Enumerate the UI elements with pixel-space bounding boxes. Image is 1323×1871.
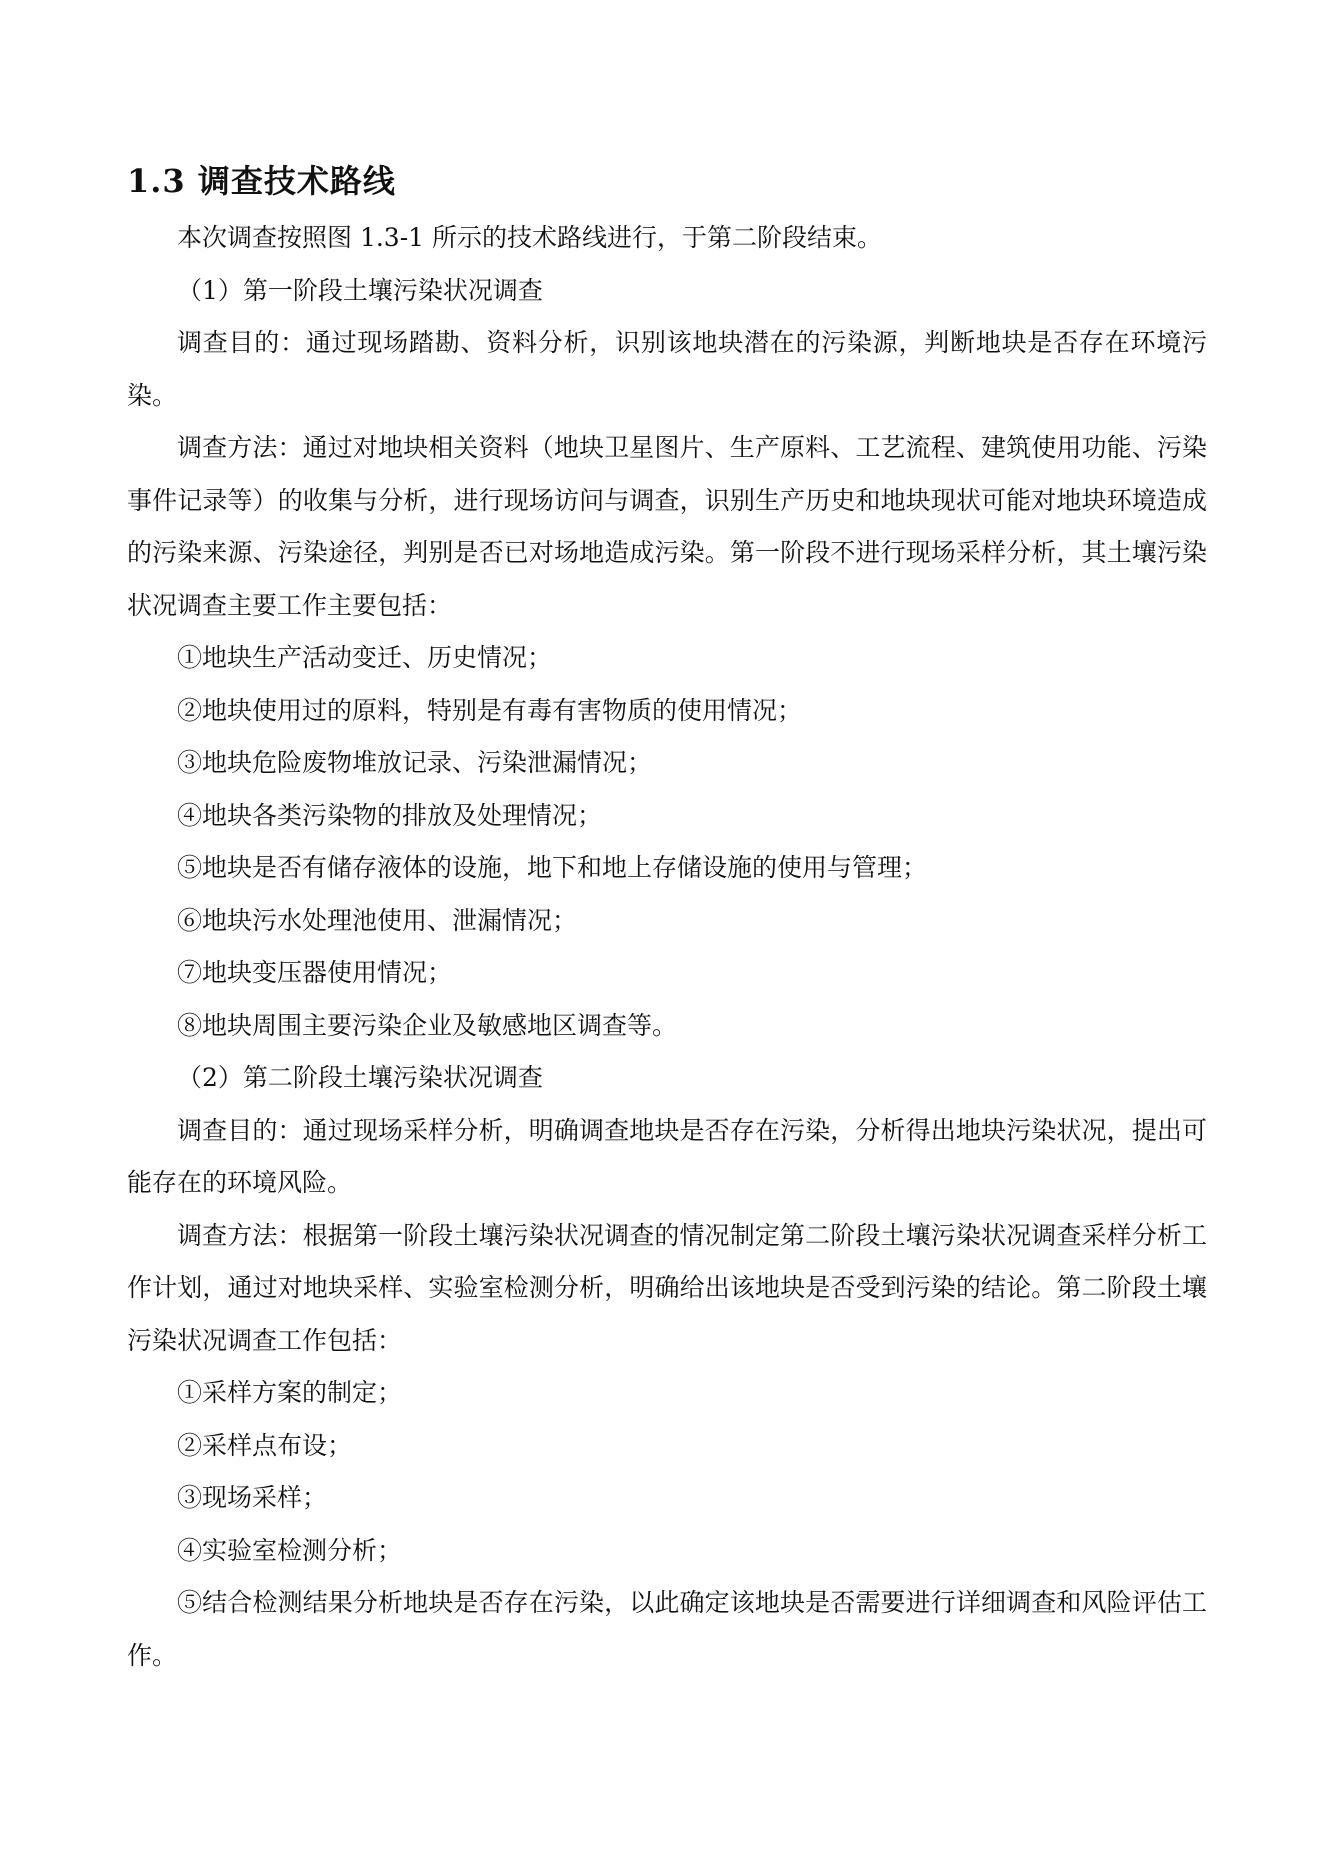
paragraph-stage-one-purpose: 调查目的：通过现场踏勘、资料分析，识别该地块潜在的污染源，判断地块是否存在环境污染。 <box>127 328 1207 410</box>
paragraph-stage-one-method: 调查方法：通过对地块相关资料（地块卫星图片、生产原料、工艺流程、建筑使用功能、污染事件记录等）的收集与分析，进行现场访问与调查，识别生产历史和地块现状可能对地块环境造成的污染来源、污染途径，判别是否已对场地造成污染。第一阶段不进行现场采样分析，其土壤污染状况调查主要工作主要包括： <box>127 433 1207 620</box>
list-item-stage-two-2: ②采样点布设； <box>177 1430 353 1460</box>
subheading-stage-one: （1）第一阶段土壤污染状况调查 <box>177 275 543 305</box>
list-item-stage-two-5: ⑤结合检测结果分析地块是否存在污染，以此确定该地块是否需要进行详细调查和风险评估工作。 <box>127 1588 1207 1670</box>
list-item-stage-one-5: ⑤地块是否有储存液体的设施，地下和地上存储设施的使用与管理； <box>177 853 928 882</box>
list-item-stage-one-1: ①地块生产活动变迁、历史情况； <box>177 643 553 672</box>
list-item-stage-one-2: ②地块使用过的原料，特别是有毒有害物质的使用情况； <box>177 695 803 725</box>
list-item-stage-one-6: ⑥地块污水处理池使用、泄漏情况； <box>177 905 578 935</box>
section-body <box>127 212 1207 1682</box>
list-item-stage-one-7: ⑦地块变压器使用情况； <box>177 958 453 987</box>
list-item-stage-two-4: ④实验室检测分析； <box>177 1535 403 1565</box>
list-item-stage-one-3: ③地块危险废物堆放记录、污染泄漏情况； <box>177 748 653 777</box>
list-item-stage-one-8: ⑧地块周围主要污染企业及敏感地区调查等。 <box>177 1010 678 1040</box>
subheading-stage-two: （2）第二阶段土壤污染状况调查 <box>177 1063 543 1092</box>
list-item-stage-two-3: ③现场采样； <box>177 1483 328 1512</box>
paragraph-stage-two-method: 调查方法：根据第一阶段土壤污染状况调查的情况制定第二阶段土壤污染状况调查采样分析工作计划，通过对地块采样、实验室检测分析，明确给出该地块是否受到污染的结论。第二阶段土壤污染状况调查工作包括： <box>127 1220 1207 1355</box>
list-item-stage-one-4: ④地块各类污染物的排放及处理情况； <box>177 800 603 830</box>
section-title: 1.3 调查技术路线 <box>127 162 396 200</box>
paragraph-stage-two-purpose: 调查目的：通过现场采样分析，明确调查地块是否存在污染，分析得出地块污染状况，提出可能存在的环境风险。 <box>127 1115 1207 1197</box>
paragraph-intro: 本次调查按照图 1.3-1 所示的技术路线进行，于第二阶段结束。 <box>177 223 883 252</box>
list-item-stage-two-1: ①采样方案的制定； <box>177 1378 403 1407</box>
